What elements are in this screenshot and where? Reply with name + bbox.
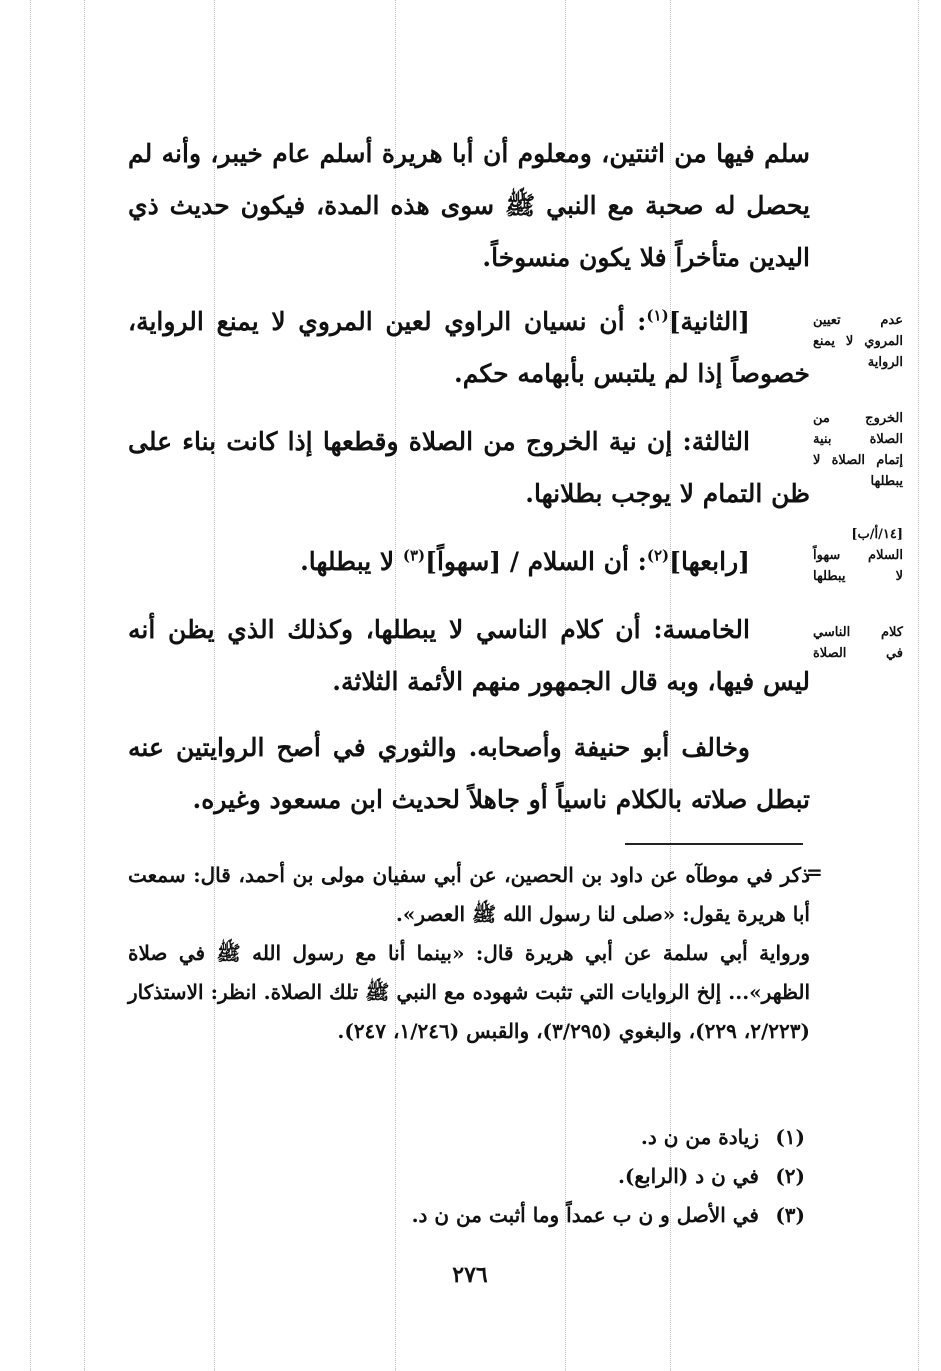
paragraph-2-lead: [الثانية]: [668, 307, 750, 336]
footnote-continuation-mark: =: [806, 860, 823, 884]
paragraph-2-text: : أن نسيان الراوي لعين المروي لا يمنع الرواية، خصوصاً إذا لم يلتبس بأبهامه حكم.: [128, 307, 810, 388]
paragraph-5-lead: الخامسة: [662, 615, 750, 644]
footnote-item: (٢)في ن د (الرابع).: [300, 1157, 805, 1196]
paragraph-6: وخالف أبو حنيفة وأصحابه. والثوري في أصح الروايتين عنه تبطل صلاته بالكلام ناسياً أو جاهلاً لحديث ابن مسعود وغيره.: [128, 733, 810, 814]
footnote-number: (٣): [775, 1203, 805, 1227]
footnote-number: (١): [775, 1125, 805, 1149]
paragraph-4-text-2: لا يبطلها.: [300, 547, 403, 576]
paragraph-5: [128, 604, 810, 708]
footnote-continuation-1: ذكر في موطآه عن داود بن الحصين، عن أبي سفيان مولى بن أحمد، قال: سمعت أبا هريرة يقول: «صلى لنا رسول الله ﷺ العصر».: [128, 863, 810, 926]
footnote-item: (٣)في الأصل و ن ب عمداً وما أثبت من ن د.: [300, 1196, 805, 1235]
footnote-ref-1: (١): [646, 306, 669, 325]
paragraph-3-lead: الثالثة: [691, 427, 750, 456]
footnote-continuation-2: ورواية أبي سلمة عن أبي هريرة قال: «بينما أنا مع رسول الله ﷺ في صلاة الظهر»... إلخ الروايات التي تثبت شهوده مع النبي ﷺ تلك الصلاة. انظر: الاستذكار (٢/٢٢٣، ٢٢٩)، والبغوي (٣/٢٩٥)، والقبس (١/٢٤٦، ٢٤٧).: [128, 941, 810, 1043]
sidenote-2: الخروج من الصلاة بنية إتمام الصلاة لا يبطلها: [813, 411, 903, 489]
paragraph-1: سلم فيها من اثنتين، ومعلوم أن أبا هريرة أسلم عام خيبر، وأنه لم يحصل له صحبة مع النبي ﷺ سوى هذه المدة، فيكون حديث ذي اليدين متأخراً فلا يكون منسوخاً.: [128, 139, 810, 272]
footnote-item: (١)زيادة من ن د.: [300, 1118, 805, 1157]
sidenote-4: كلام الناسي في الصلاة: [813, 625, 903, 661]
footnote-ref-3: (٣): [402, 546, 426, 565]
paragraph-4: [128, 536, 810, 588]
paragraph-3: [128, 416, 810, 520]
scan-guide-line: [30, 0, 31, 1371]
footnote-ref-2: (٢): [646, 546, 670, 565]
paragraph-4-lead: [رابعها]: [669, 547, 750, 576]
footnote-separator: [625, 843, 803, 845]
paragraph-5-text: : أن كلام الناسي لا يبطلها، وكذلك الذي يظن أنه ليس فيها، وبه قال الجمهور منهم الأئمة الثلاثة.: [128, 615, 810, 696]
footnote-list: [300, 1118, 805, 1235]
paragraph-2: [128, 296, 810, 400]
footnote-number: (٢): [775, 1164, 805, 1188]
paragraph-4-text-1: : أن السلام / [سهواً]: [425, 547, 647, 576]
paragraph-3-text: : إن نية الخروج من الصلاة وقطعها إذا كانت بناء على ظن التمام لا يوجب بطلانها.: [128, 427, 810, 508]
scan-guide-line: [918, 0, 919, 1371]
scan-guide-line: [84, 0, 85, 1371]
sidenote-3: [١٤/أ/ب] السلام سهواً لا يبطلها: [813, 527, 903, 584]
sidenote-1: عدم تعيين المروي لا يمنع الرواية: [813, 313, 903, 370]
page-number: ٢٧٦: [452, 1262, 488, 1288]
